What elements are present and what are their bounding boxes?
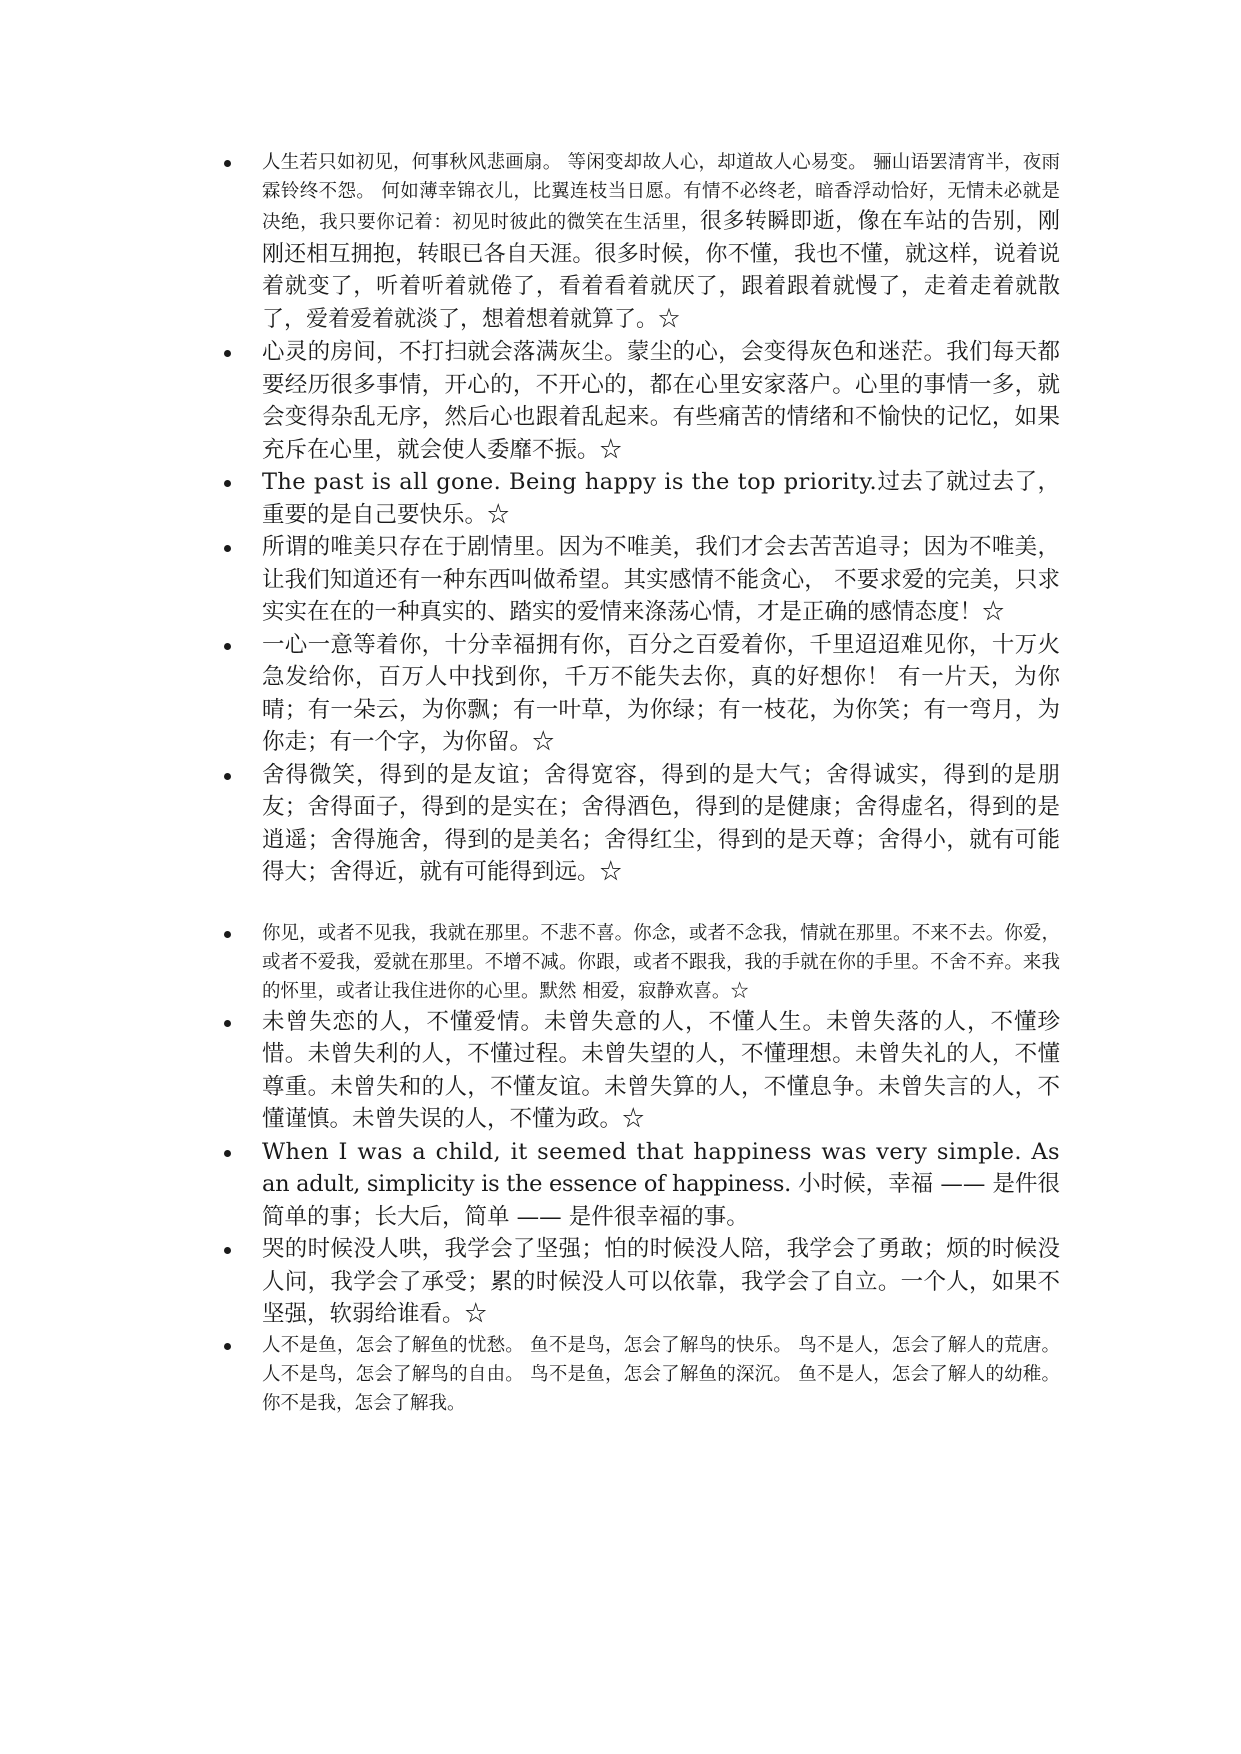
quote-text: 你见，或者不见我，我就在那里。不悲不喜。你念，或者不念我，情就在那里。不来不去。你爱，或者不爱我，爱就在那里。不增不减。你跟，或者不跟我，我的手就在你的手里。不舍不弃。来我的怀里，或者让我住进你的心里。默然 相爱，寂静欢喜。☆ <box>262 922 1060 1002</box>
list-item <box>222 148 1060 336</box>
quote-text: 一心一意等着你，十分幸福拥有你，百分之百爱着你，千里迢迢难见你，十万火急发给你，百万人中找到你，千万不能失去你，真的好想你！ 有一片天，为你晴；有一朵云，为你飘；有一叶草，为你绿；有一枝花，为你笑；有一弯月，为你走；有一个字，为你留。☆ <box>262 631 1060 755</box>
quote-list <box>222 148 1060 1418</box>
list-item <box>222 919 1060 1006</box>
list-item <box>222 1331 1060 1418</box>
quote-text-continued: 很多转瞬即逝，像在车站的告别，刚刚还相互拥抱，转眼已各自天涯。很多时候，你不懂，我也不懂，就这样，说着说着就变了，听着听着就倦了，看着看着就厌了，跟着跟着就慢了，走着走着就散了，爱着爱着就淡了，想着想着就算了。☆ <box>262 209 1060 332</box>
quote-text-chinese: 过去了就过去了，重要的是自己要快乐。☆ <box>262 469 1060 528</box>
list-item <box>222 531 1060 629</box>
quote-text: 所谓的唯美只存在于剧情里。因为不唯美，我们才会去苦苦追寻；因为不唯美，让我们知道还有一种东西叫做希望。其实感情不能贪心， 不要求爱的完美，只求实实在在的一种真实的、踏实的爱情来涤荡心情，才是正确的感情态度！☆ <box>262 534 1060 625</box>
list-item <box>222 466 1060 531</box>
quote-text: 未曾失恋的人，不懂爱情。未曾失意的人，不懂人生。未曾失落的人，不懂珍惜。未曾失利的人，不懂过程。未曾失望的人，不懂理想。未曾失礼的人，不懂尊重。未曾失和的人，不懂友谊。未曾失算的人，不懂息争。未曾失言的人，不懂谨慎。未曾失误的人，不懂为政。☆ <box>262 1008 1060 1132</box>
quote-text: 心灵的房间，不打扫就会落满灰尘。蒙尘的心，会变得灰色和迷茫。我们每天都要经历很多事情，开心的，不开心的，都在心里安家落户。心里的事情一多，就会变得杂乱无序，然后心也跟着乱起来。有些痛苦的情绪和不愉快的记忆，如果充斥在心里，就会使人委靡不振。☆ <box>262 339 1060 463</box>
quote-text-english: When I was a child, it seemed that happiness was very simple. As <box>262 1138 1060 1165</box>
quote-text: 舍得微笑，得到的是友谊；舍得宽容，得到的是大气；舍得诚实，得到的是朋友；舍得面子，得到的是实在；舍得酒色，得到的是健康；舍得虚名，得到的是逍遥；舍得施舍，得到的是美名；舍得红尘，得到的是天尊；舍得小，就有可能得大；舍得近，就有可能得到远。☆ <box>262 761 1060 885</box>
quote-text-english-continued: an adult, simplicity is the essence of happiness. <box>262 1171 791 1197</box>
quote-text: 人生若只如初见，何事秋风悲画扇。 等闲变却故人心，却道故人心易变。 骊山语罢清宵半，夜雨霖铃终不怨。 何如薄幸锦衣儿，比翼连枝当日愿。有情不必终老，暗香浮动恰好，无情未必就是决绝，我只要你记着：初见时彼此的微笑在生活里， <box>262 152 1060 233</box>
list-item <box>222 1136 1060 1234</box>
list-item <box>222 1006 1060 1136</box>
quote-text: 哭的时候没人哄，我学会了坚强；怕的时候没人陪，我学会了勇敢；烦的时候没人问，我学会了承受；累的时候没人可以依靠，我学会了自立。一个人，如果不坚强，软弱给谁看。☆ <box>262 1236 1060 1327</box>
quote-text-english: The past is all gone. Being happy is the top priority. <box>262 469 878 495</box>
list-item <box>222 759 1060 889</box>
quote-text-chinese: 小时候，幸福 —— 是件很简单的事；长大后，简单 —— 是件很幸福的事。 <box>262 1171 1061 1230</box>
list-item <box>222 629 1060 759</box>
quote-text: 人不是鱼，怎会了解鱼的忧愁。 鱼不是鸟，怎会了解鸟的快乐。 鸟不是人，怎会了解人的荒唐。 人不是鸟，怎会了解鸟的自由。 鸟不是鱼，怎会了解鱼的深沉。 鱼不是人，怎会了解人的幼稚。 你不是我，怎会了解我。 <box>262 1334 1060 1414</box>
list-item <box>222 336 1060 466</box>
list-item <box>222 1233 1060 1331</box>
